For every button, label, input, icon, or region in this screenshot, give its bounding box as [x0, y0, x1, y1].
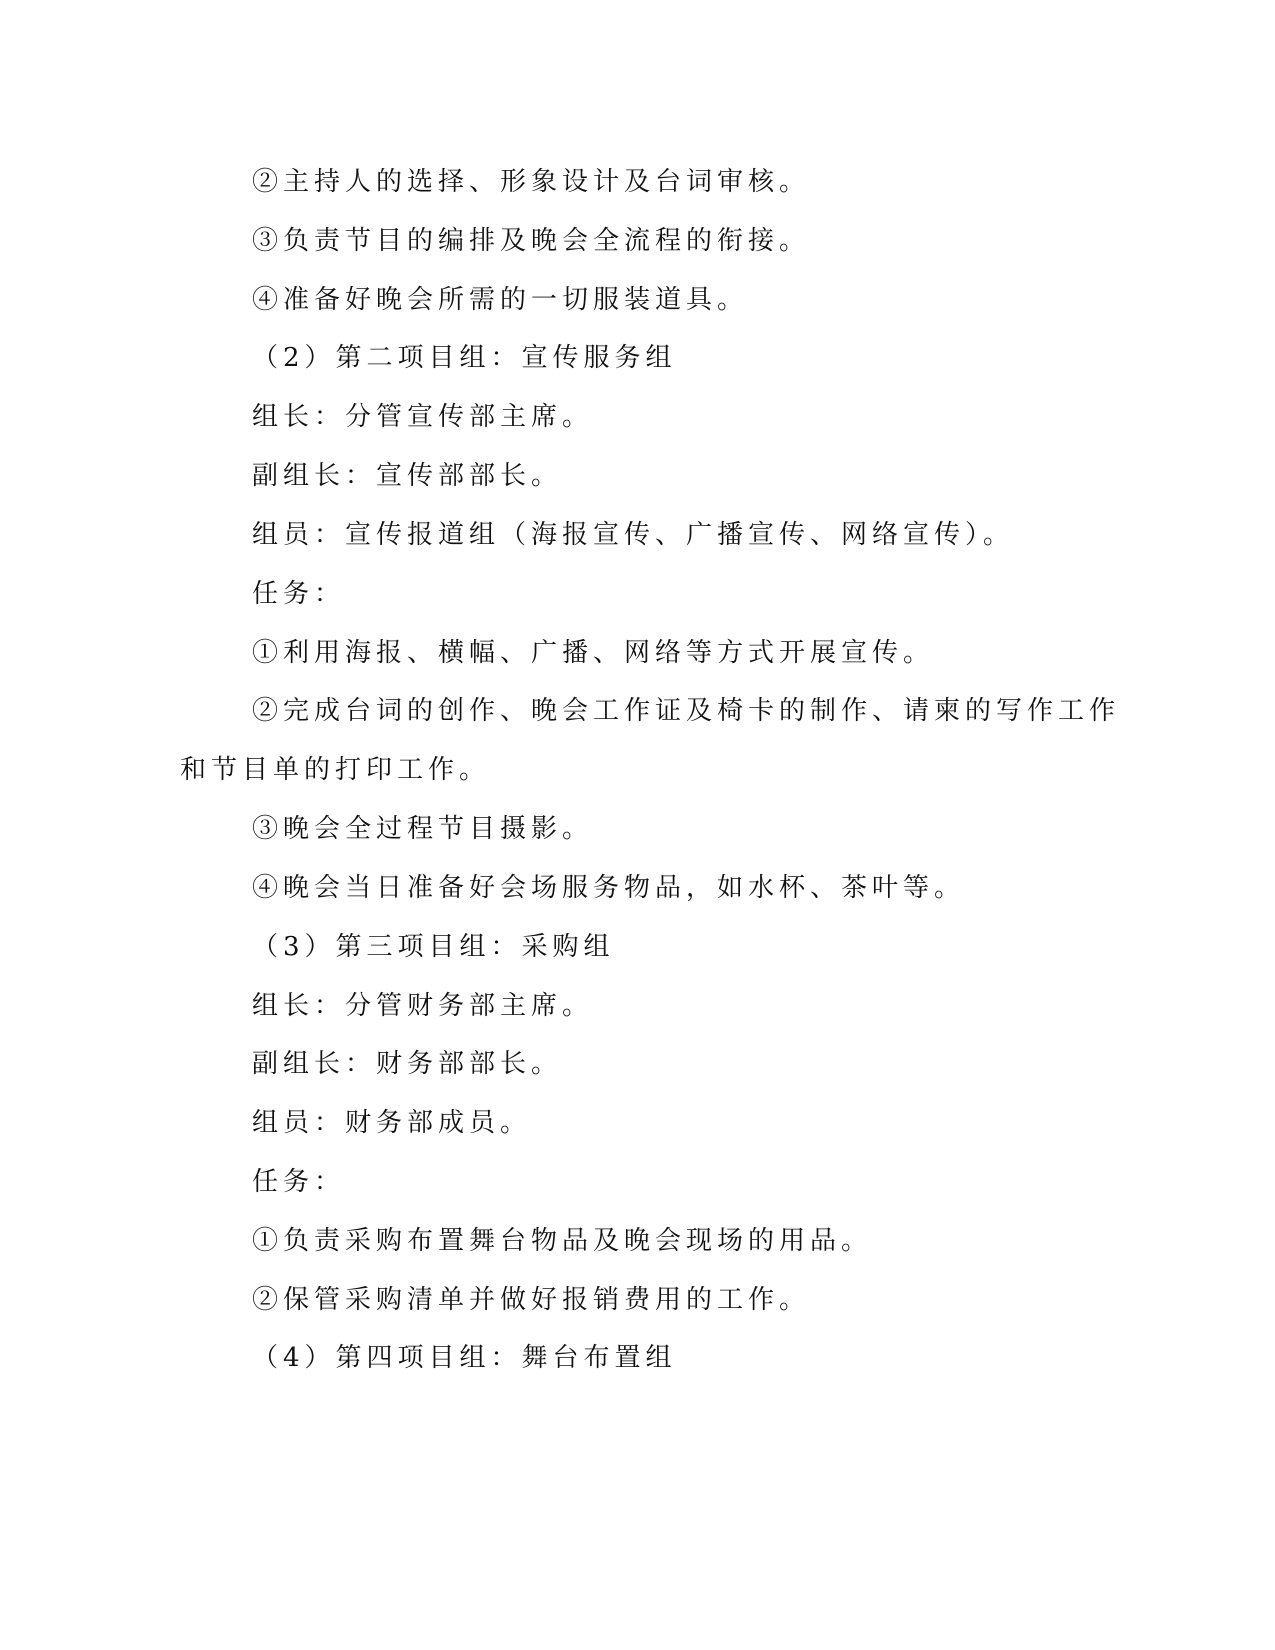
host-selection-task: ②主持人的选择、形象设计及台词审核。: [252, 167, 811, 197]
program-arrangement-task: ③负责节目的编排及晚会全流程的衔接。: [252, 226, 811, 256]
costume-props-task: ④准备好晚会所需的一切服装道具。: [252, 285, 749, 315]
purchasing-task-1: ①负责采购布置舞台物品及晚会现场的用品。: [252, 1226, 873, 1256]
publicity-task-2-continued: 和节目单的打印工作。: [180, 755, 491, 785]
purchasing-group-leader: 组长：分管财务部主席。: [252, 991, 594, 1021]
purchasing-deputy-leader: 副组长：财务部部长。: [252, 1049, 563, 1079]
purchasing-tasks-label: 任务：: [252, 1167, 346, 1197]
publicity-deputy-leader: 副组长：宣传部部长。: [252, 461, 563, 491]
publicity-tasks-label: 任务：: [252, 579, 346, 609]
purchasing-members: 组员：财务部成员。: [252, 1108, 532, 1138]
publicity-task-2: ②完成台词的创作、晚会工作证及椅卡的制作、请柬的写作工作: [252, 696, 1121, 726]
publicity-members: 组员：宣传报道组（海报宣传、广播宣传、网络宣传）。: [252, 520, 1015, 550]
section-heading-publicity-group: （2）第二项目组：宣传服务组: [252, 343, 677, 373]
purchasing-task-2: ②保管采购清单并做好报销费用的工作。: [252, 1285, 811, 1315]
section-heading-stage-group: （4）第四项目组：舞台布置组: [252, 1343, 677, 1373]
publicity-task-4: ④晚会当日准备好会场服务物品，如水杯、茶叶等。: [252, 873, 966, 903]
publicity-task-1: ①利用海报、横幅、广播、网络等方式开展宣传。: [252, 638, 935, 668]
section-heading-purchasing-group: （3）第三项目组：采购组: [252, 932, 615, 962]
publicity-group-leader: 组长：分管宣传部主席。: [252, 402, 594, 432]
publicity-task-3: ③晚会全过程节目摄影。: [252, 814, 594, 844]
